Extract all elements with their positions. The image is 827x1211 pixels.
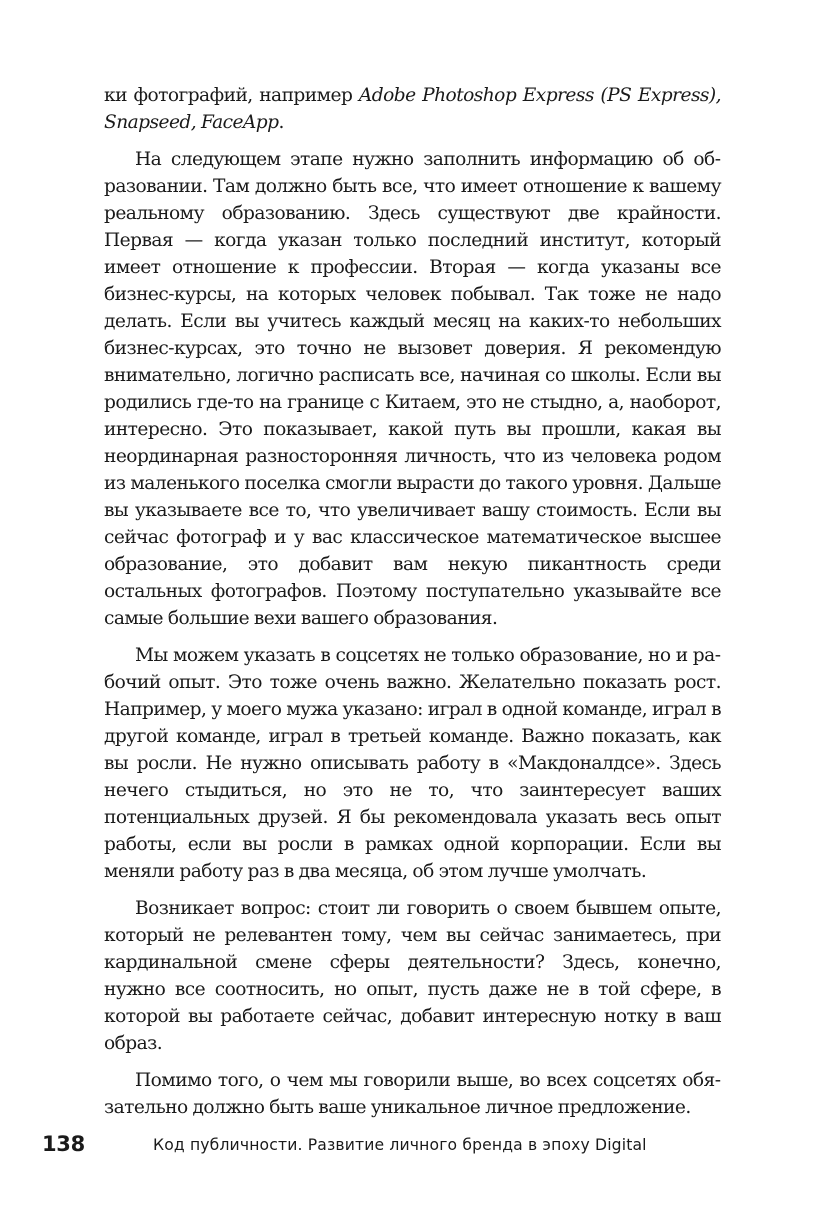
paragraph-4: Возникает вопрос: стоит ли говорить о своем бывшем опыте, который не релевантен тому, чем вы сейчас занимаетесь, при кардинальной смене сферы деятельности? Здесь, конечно, нужно все соотносить, но опыт, пусть даже не в той сфере, в которой вы работаете сейчас, добавит интересную нотку в ваш образ.	[104, 897, 721, 1055]
paragraph-1-app-names: Adobe Photoshop Express (PS Express), Snapseed, FaceApp	[104, 85, 721, 134]
paragraph-1	[104, 82, 721, 136]
paragraph-3: Мы можем указать в соцсетях не только образование, но и рабочий опыт. Это тоже очень важно. Желательно показать рост. Например, у моего мужа указано: играл в одной команде, играл в другой команде, играл в третьей команде. Важно показать, как вы росли. Не нужно описывать работу в «Макдоналдсе». Здесь нечего стыдиться, но это не то, что заинтересует ваших потенциальных друзей. Я бы рекомендовала указать весь опыт работы, если вы росли в рамках одной корпорации. Если вы меняли работу раз в два месяца, об этом лучше умолчать.	[104, 644, 721, 883]
running-title: Код публичности. Развитие личного бренда в эпоху Digital	[153, 1136, 647, 1154]
paragraph-2: На следующем этапе нужно заполнить информацию об образовании. Там должно быть все, что имеет отношение к вашему реальному образованию. Здесь существуют две крайности. Первая — когда указан только последний институт, который имеет отношение к профессии. Вторая — когда указаны все бизнес-курсы, на которых человек побывал. Так тоже не надо делать. Если вы учитесь каждый месяц на каких-то небольших бизнес-курсах, это точно не вызовет доверия. Я рекомендую внимательно, логично расписать все, начиная со школы. Если вы родились где-то на границе с Китаем, это не стыдно, а, наоборот, интересно. Это показывает, какой путь вы прошли, какая вы неординарная разносторонняя личность, что из человека родом из маленького поселка смогли вырасти до такого уровня. Дальше вы указываете все то, что увеличивает вашу стоимость. Если вы сейчас фотограф и у вас классическое математическое высшее образование, это добавит вам некую пикантность среди остальных фотографов. Поэтому поступательно указывайте все самые большие вехи вашего образования.	[104, 148, 721, 630]
paragraph-1-start: ки фотографий, например	[104, 85, 359, 106]
page-number: 138	[42, 1132, 85, 1156]
paragraph-1-end: .	[278, 112, 284, 134]
paragraph-5: Помимо того, о чем мы говорили выше, во всех соцсетях обязательно должно быть ваше уникальное личное предложение.	[104, 1069, 721, 1118]
body-text	[104, 82, 721, 1130]
page-footer	[42, 1132, 742, 1160]
